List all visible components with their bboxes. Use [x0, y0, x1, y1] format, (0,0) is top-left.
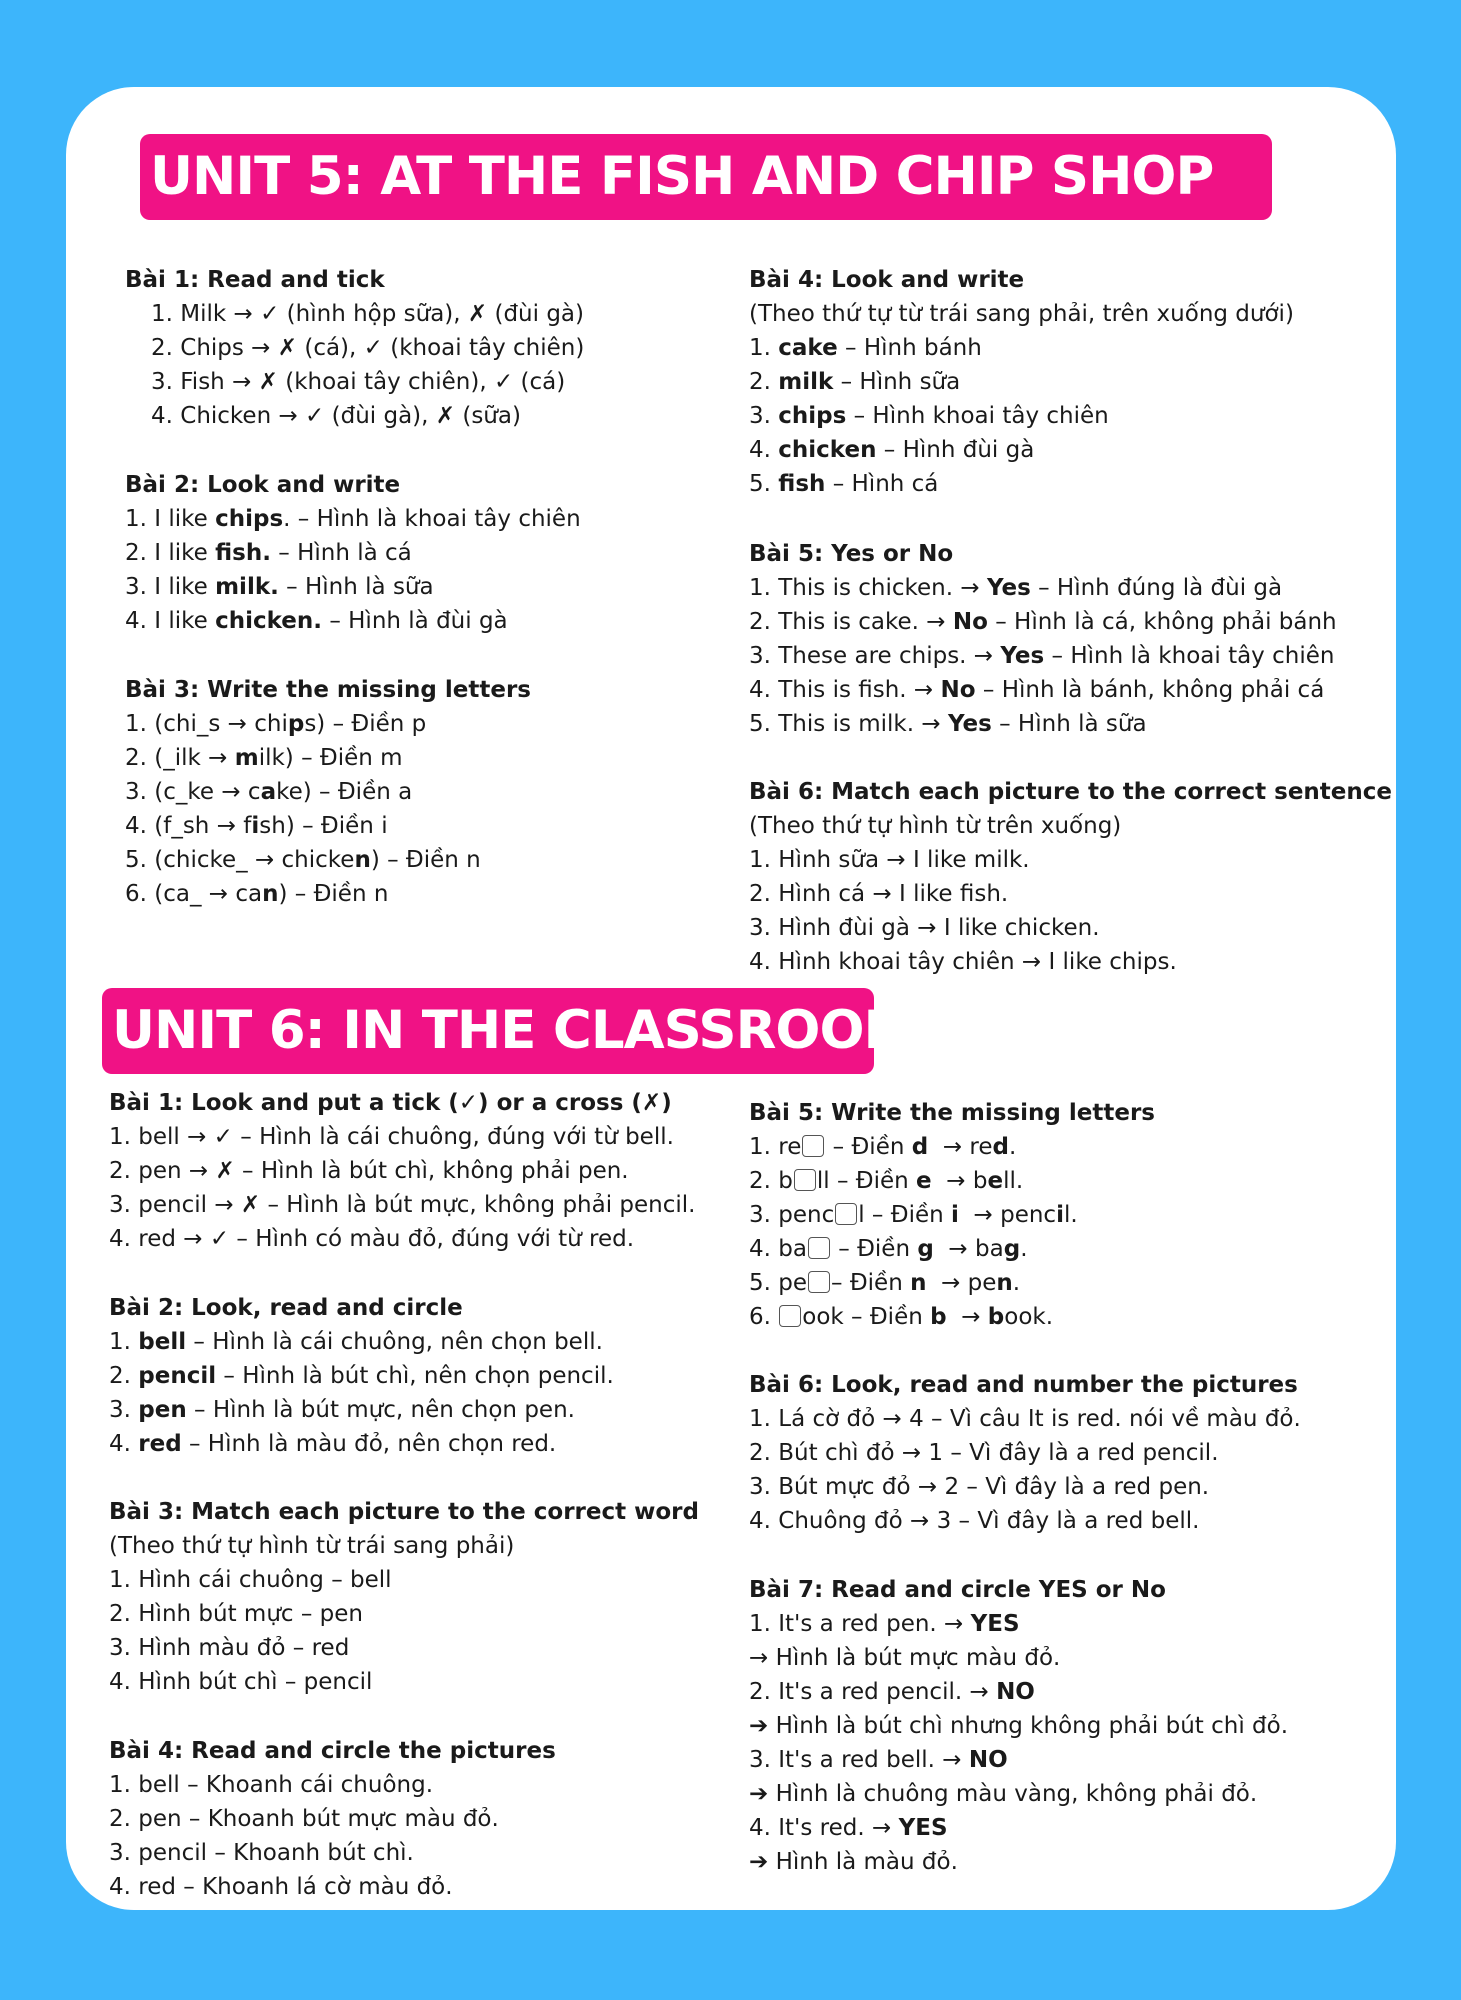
blank-box-icon [802, 1135, 824, 1157]
list-item: 3. chips – Hình khoai tây chiên [749, 403, 1109, 429]
list-item: 3. It's a red bell. → NO [749, 1747, 1008, 1773]
list-item: 1. cake – Hình bánh [749, 335, 982, 361]
unit6-ex3 [109, 1495, 699, 1699]
list-item: → Hình là bút mực màu đỏ. [749, 1645, 1061, 1671]
unit5-title: UNIT 5: AT THE FISH AND CHIP SHOP [140, 134, 1272, 220]
list-item: ➔ Hình là bút chì nhưng không phải bút chì đỏ. [749, 1713, 1289, 1739]
list-item: 1. I like chips. – Hình là khoai tây chiên [125, 506, 581, 532]
list-item: 4. Chuông đỏ → 3 – Vì đây là a red bell. [749, 1508, 1200, 1534]
unit6-ex2 [109, 1291, 614, 1461]
list-item: 3. Hình đùi gà → I like chicken. [749, 915, 1100, 941]
unit6-ex4 [109, 1734, 556, 1904]
list-item: 4. Chicken → ✓ (đùi gà), ✗ (sữa) [151, 403, 521, 429]
list-item: 1. (chi_s → chips) – Điền p [125, 711, 427, 737]
unit5-ex6 [749, 775, 1392, 979]
unit5-ex4-heading: Bài 4: Look and write [749, 267, 1025, 293]
list-item: 1. Milk → ✓ (hình hộp sữa), ✗ (đùi gà) [151, 301, 584, 327]
unit5-ex3 [125, 673, 531, 911]
unit6-ex3-heading: Bài 3: Match each picture to the correct word [109, 1499, 699, 1525]
list-item: 2. Bút chì đỏ → 1 – Vì đây là a red pencil. [749, 1440, 1219, 1466]
list-item: 1. Hình sữa → I like milk. [749, 847, 1030, 873]
unit5-ex3-heading: Bài 3: Write the missing letters [125, 677, 531, 703]
unit6-ex1 [109, 1086, 696, 1256]
list-item: 1. This is chicken. → Yes – Hình đúng là đùi gà [749, 575, 1283, 601]
list-item: 3. pencil → ✗ – Hình là bút mực, không phải pencil. [109, 1192, 696, 1218]
list-item: 3. Fish → ✗ (khoai tây chiên), ✓ (cá) [151, 369, 566, 395]
list-item: 4. red – Hình là màu đỏ, nên chọn red. [109, 1431, 557, 1457]
list-item: 4. This is fish. → No – Hình là bánh, không phải cá [749, 677, 1325, 703]
list-item: 3. Hình màu đỏ – red [109, 1635, 350, 1661]
unit6-ex5-heading: Bài 5: Write the missing letters [749, 1100, 1155, 1126]
unit5-ex5-heading: Bài 5: Yes or No [749, 541, 954, 567]
list-item: 4. Hình bút chì – pencil [109, 1669, 373, 1695]
unit6-title: UNIT 6: IN THE CLASSROOM [102, 988, 874, 1074]
unit5-ex6-heading: Bài 6: Match each picture to the correct sentence [749, 779, 1393, 805]
list-item: 3. pencil – Khoanh bút chì. [109, 1840, 414, 1866]
unit6-ex2-heading: Bài 2: Look, read and circle [109, 1295, 463, 1321]
list-item: 3. (c_ke → cake) – Điền a [125, 779, 413, 805]
list-item: 2. pen – Khoanh bút mực màu đỏ. [109, 1806, 499, 1832]
list-item: 5. pe – Điền n → pen. [749, 1270, 1021, 1296]
list-item: 6. ook – Điền b → book. [749, 1304, 1054, 1330]
list-item: 4. red – Khoanh lá cờ màu đỏ. [109, 1874, 453, 1900]
list-item: 6. (ca_ → can) – Điền n [125, 881, 389, 907]
list-item: 3. I like milk. – Hình là sữa [125, 574, 434, 600]
unit6-ex6 [749, 1368, 1301, 1538]
list-item: 2. pen → ✗ – Hình là bút chì, không phải pen. [109, 1158, 629, 1184]
unit6-ex3-note: (Theo thứ tự hình từ trái sang phải) [109, 1533, 515, 1559]
unit5-ex6-note: (Theo thứ tự hình từ trên xuống) [749, 813, 1122, 839]
unit5-ex4 [749, 263, 1294, 501]
unit5-ex2 [125, 468, 581, 638]
list-item: ➔ Hình là màu đỏ. [749, 1849, 958, 1875]
list-item: 3. penc l – Điền i → pencil. [749, 1202, 1078, 1228]
list-item: 1. Hình cái chuông – bell [109, 1567, 392, 1593]
unit6-ex7 [749, 1573, 1288, 1879]
unit6-ex7-heading: Bài 7: Read and circle YES or No [749, 1577, 1166, 1603]
unit6-ex4-heading: Bài 4: Read and circle the pictures [109, 1738, 556, 1764]
unit6-ex6-heading: Bài 6: Look, read and number the pictures [749, 1372, 1298, 1398]
list-item: 1. bell – Hình là cái chuông, nên chọn bell. [109, 1329, 603, 1355]
unit5-ex1 [125, 263, 584, 433]
list-item: 2. Hình cá → I like fish. [749, 881, 1009, 907]
list-item: 5. This is milk. → Yes – Hình là sữa [749, 711, 1147, 737]
unit6-ex5 [749, 1096, 1155, 1334]
list-item: 2. milk – Hình sữa [749, 369, 961, 395]
list-item: 3. These are chips. → Yes – Hình là khoai tây chiên [749, 643, 1335, 669]
list-item: 2. Chips → ✗ (cá), ✓ (khoai tây chiên) [151, 335, 585, 361]
list-item: 3. Bút mực đỏ → 2 – Vì đây là a red pen. [749, 1474, 1210, 1500]
list-item: 2. I like fish. – Hình là cá [125, 540, 412, 566]
list-item: 4. I like chicken. – Hình là đùi gà [125, 608, 508, 634]
list-item: 5. fish – Hình cá [749, 471, 939, 497]
list-item: 2. It's a red pencil. → NO [749, 1679, 1035, 1705]
list-item: 2. b ll – Điền e → bell. [749, 1168, 1024, 1194]
list-item: 1. Lá cờ đỏ → 4 – Vì câu It is red. nói về màu đỏ. [749, 1406, 1301, 1432]
list-item: 1. bell → ✓ – Hình là cái chuông, đúng với từ bell. [109, 1124, 674, 1150]
list-item: 4. It's red. → YES [749, 1815, 948, 1841]
blank-box-icon [779, 1305, 801, 1327]
list-item: 4. red → ✓ – Hình có màu đỏ, đúng với từ red. [109, 1226, 635, 1252]
list-item: 4. ba – Điền g → bag. [749, 1236, 1028, 1262]
list-item: ➔ Hình là chuông màu vàng, không phải đỏ. [749, 1781, 1258, 1807]
unit5-ex2-heading: Bài 2: Look and write [125, 472, 401, 498]
unit5-ex1-heading: Bài 1: Read and tick [125, 267, 385, 293]
list-item: 2. (_ilk → milk) – Điền m [125, 745, 403, 771]
list-item: 3. pen – Hình là bút mực, nên chọn pen. [109, 1397, 575, 1423]
list-item: 4. Hình khoai tây chiên → I like chips. [749, 949, 1177, 975]
list-item: 2. pencil – Hình là bút chì, nên chọn pencil. [109, 1363, 614, 1389]
unit5-ex5 [749, 537, 1337, 741]
list-item: 2. This is cake. → No – Hình là cá, không phải bánh [749, 609, 1337, 635]
unit6-ex1-heading: Bài 1: Look and put a tick (✓) or a cross (✗) [109, 1090, 672, 1116]
list-item: 5. (chicke_ → chicken) – Điền n [125, 847, 481, 873]
blank-box-icon [794, 1169, 816, 1191]
blank-box-icon [808, 1271, 830, 1293]
unit5-ex4-note: (Theo thứ tự từ trái sang phải, trên xuống dưới) [749, 301, 1294, 327]
list-item: 1. bell – Khoanh cái chuông. [109, 1772, 433, 1798]
list-item: 4. (f_sh → fish) – Điền i [125, 813, 388, 839]
list-item: 4. chicken – Hình đùi gà [749, 437, 1035, 463]
blank-box-icon [835, 1203, 857, 1225]
list-item: 1. It's a red pen. → YES [749, 1611, 1020, 1637]
blank-box-icon [808, 1237, 830, 1259]
list-item: 2. Hình bút mực – pen [109, 1601, 363, 1627]
list-item: 1. re – Điền d → red. [749, 1134, 1017, 1160]
